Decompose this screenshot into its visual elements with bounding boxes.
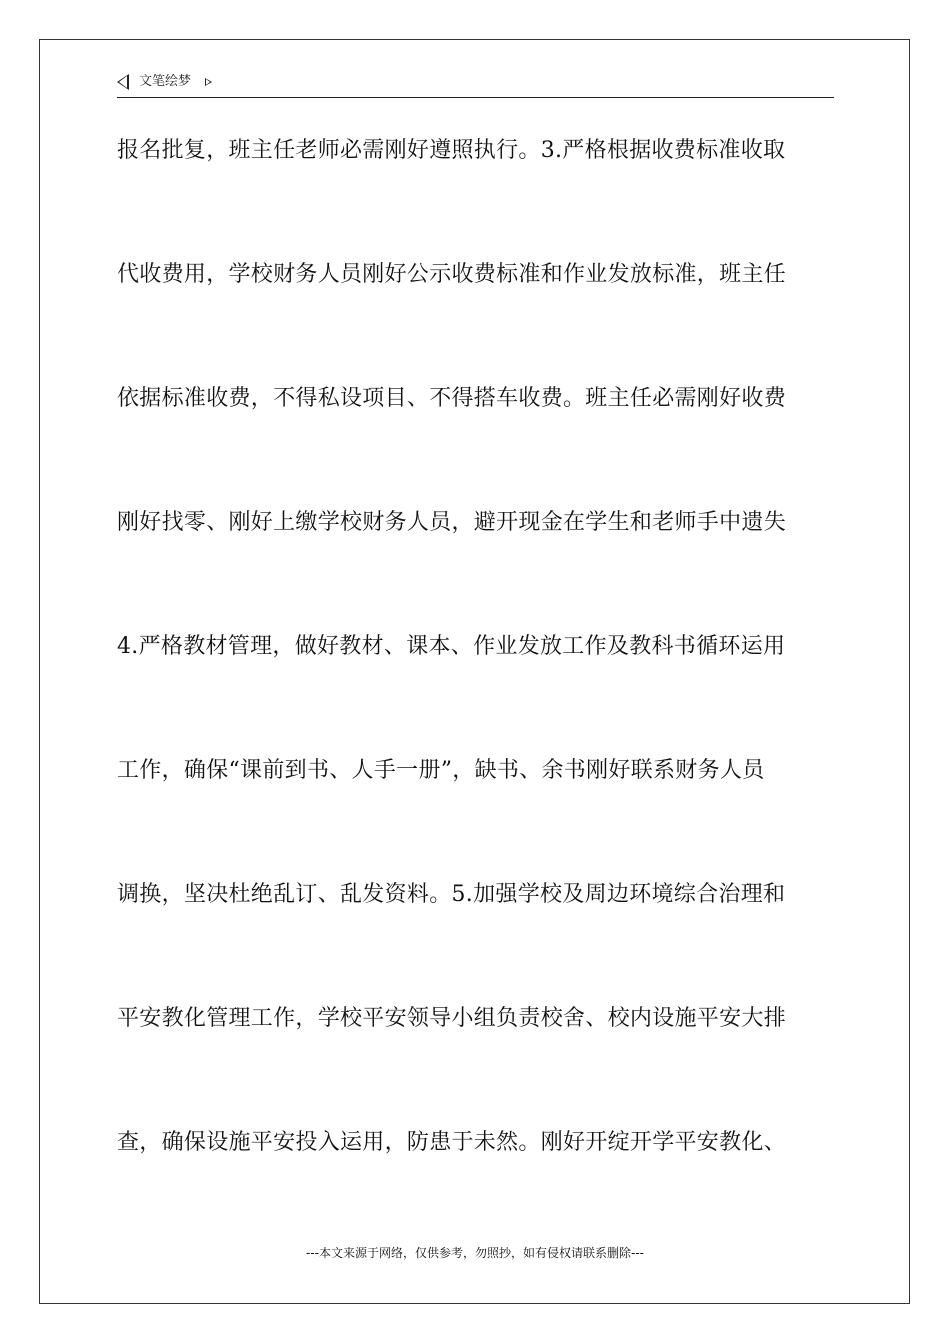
body-line-5: 4.严格教材管理，做好教材、课本、作业发放工作及教科书循环运用 bbox=[117, 634, 786, 659]
left-triangle-icon bbox=[117, 74, 129, 90]
right-triangle-icon bbox=[205, 78, 212, 86]
body-line-6: 工作，确保“课前到书、人手一册”，缺书、余书刚好联系财务人员 bbox=[117, 758, 765, 783]
page-header bbox=[117, 72, 834, 98]
body-line-4: 刚好找零、刚好上缴学校财务人员，避开现金在学生和老师手中遗失 bbox=[117, 510, 787, 535]
body-line-8: 平安教化管理工作，学校平安领导小组负责校舍、校内设施平安大排 bbox=[117, 1006, 787, 1031]
body-line-2: 代收费用，学校财务人员刚好公示收费标准和作业发放标准，班主任 bbox=[117, 262, 787, 287]
body-line-9: 查，确保设施平安投入运用，防患于未然。刚好开绽开学平安教化、 bbox=[117, 1130, 787, 1155]
body-line-1: 报名批复，班主任老师必需刚好遵照执行。3.严格根据收费标准收取 bbox=[117, 138, 786, 163]
document-body bbox=[117, 126, 837, 1242]
header-title: 文笔绘梦 bbox=[139, 74, 192, 89]
footer-disclaimer: ---本文来源于网络，仅供参考，勿照抄，如有侵权请联系删除--- bbox=[306, 1246, 644, 1260]
body-line-7: 调换，坚决杜绝乱订、乱发资料。5.加强学校及周边环境综合治理和 bbox=[117, 882, 786, 907]
body-line-3: 依据标准收费，不得私设项目、不得搭车收费。班主任必需刚好收费 bbox=[117, 386, 787, 411]
